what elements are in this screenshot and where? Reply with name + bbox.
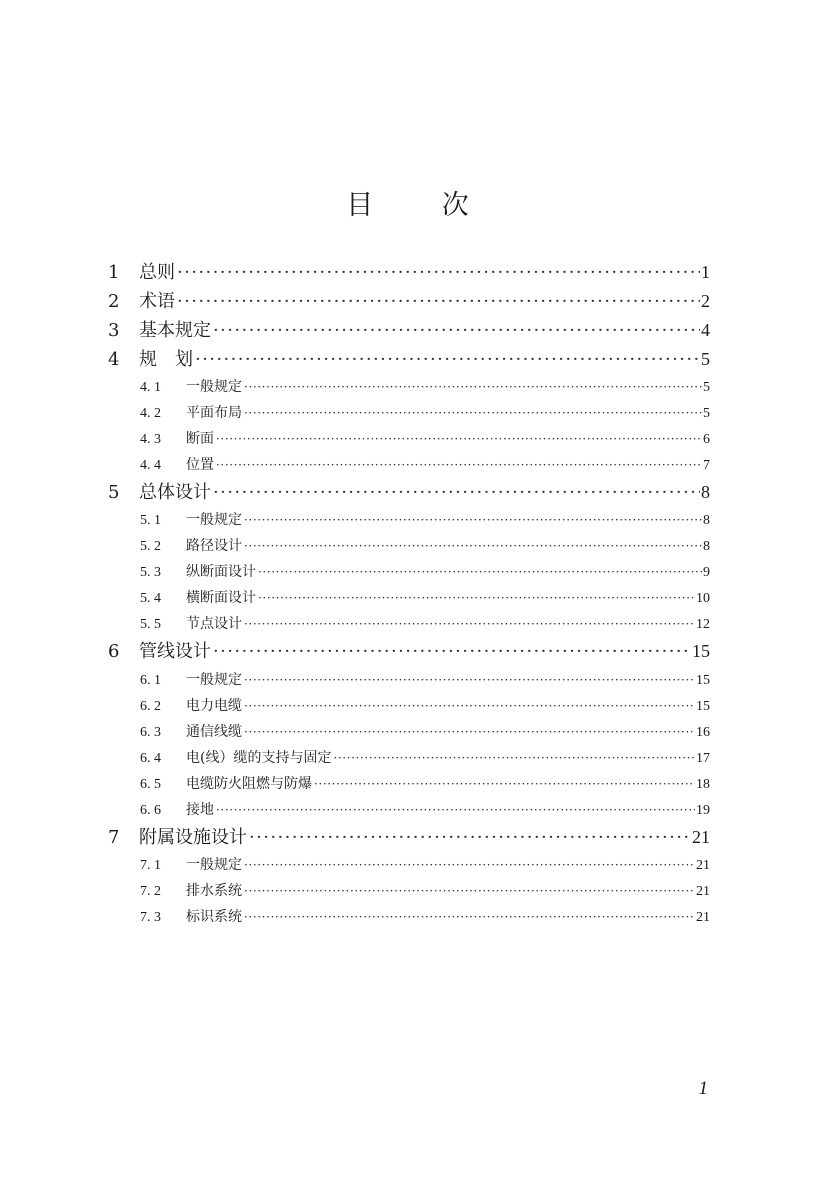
toc-entry-label: 基本规定 [139,320,211,342]
toc-entry-label: 电缆防火阻燃与防爆 [186,775,312,792]
toc-entry-page: 21 [696,909,710,925]
toc-dot-leader [244,667,695,693]
toc-dot-leader [244,719,695,745]
toc-entry-number: 6. 5 [140,776,161,792]
toc-entry-number: 7. 2 [140,883,161,899]
toc-entry-label: 标识系统 [186,908,242,925]
toc-dot-leader [244,533,702,559]
toc-entry-page: 18 [696,776,710,792]
page-number: 1 [698,1078,708,1099]
toc-entry-page: 12 [696,617,710,633]
toc-entry-section[interactable] [108,559,710,585]
toc-entry-chapter[interactable] [108,637,710,666]
toc-entry-chapter[interactable] [108,478,710,507]
toc-entry-label: 节点设计 [186,616,242,633]
table-of-contents [108,258,710,930]
toc-entry-number: 5. 2 [140,539,161,555]
toc-entry-section[interactable] [108,745,710,771]
toc-entry-number: 4 [108,349,120,371]
toc-entry-page: 5 [703,380,710,396]
toc-entry-page: 2 [701,291,710,312]
toc-entry-page: 21 [696,857,710,873]
toc-entry-number: 6. 6 [140,802,161,818]
toc-entry-chapter[interactable] [108,258,710,287]
toc-entry-label: 横断面设计 [186,590,256,607]
toc-entry-page: 9 [703,565,710,581]
toc-dot-leader [244,852,695,878]
toc-entry-number: 5. 3 [140,565,161,581]
toc-dot-leader [244,693,695,719]
toc-entry-label: 一般规定 [186,512,242,529]
toc-dot-leader [216,797,695,823]
toc-entry-page: 15 [696,672,710,688]
toc-entry-number: 6 [108,641,120,663]
toc-entry-number: 4. 4 [140,458,161,474]
toc-dot-leader [216,452,702,478]
toc-entry-label: 排水系统 [186,882,242,899]
toc-entry-page: 5 [701,349,710,370]
toc-dot-leader [249,823,691,852]
toc-dot-leader [177,258,700,287]
toc-entry-section[interactable] [108,878,710,904]
toc-entry-page: 21 [692,826,710,847]
toc-entry-number: 7 [108,826,120,848]
toc-dot-leader [195,345,700,374]
toc-entry-page: 7 [703,458,710,474]
toc-entry-number: 3 [108,320,120,342]
toc-entry-page: 8 [701,482,710,503]
toc-entry-label: 一般规定 [186,856,242,873]
toc-entry-number: 6. 3 [140,724,161,740]
toc-entry-chapter[interactable] [108,287,710,316]
toc-entry-page: 8 [703,539,710,555]
toc-dot-leader [213,637,691,666]
toc-entry-number: 5 [108,482,120,504]
toc-entry-label: 一般规定 [186,379,242,396]
toc-entry-number: 7. 1 [140,857,161,873]
toc-entry-chapter[interactable] [108,823,710,852]
toc-entry-number: 5. 1 [140,513,161,529]
toc-entry-label: 平面布局 [186,405,242,422]
toc-entry-number: 5. 5 [140,617,161,633]
toc-entry-section[interactable] [108,797,710,823]
toc-entry-label: 管线设计 [139,641,211,663]
toc-entry-section[interactable] [108,611,710,637]
toc-entry-label: 一般规定 [186,671,242,688]
toc-entry-section[interactable] [108,374,710,400]
toc-entry-section[interactable] [108,426,710,452]
toc-dot-leader [258,559,702,585]
toc-dot-leader [333,745,695,771]
toc-entry-section[interactable] [108,533,710,559]
toc-entry-page: 4 [701,320,710,341]
toc-entry-section[interactable] [108,400,710,426]
toc-entry-label: 电力电缆 [186,697,242,714]
toc-dot-leader [244,611,695,637]
toc-entry-number: 4. 3 [140,432,161,448]
toc-entry-page: 10 [696,591,710,607]
toc-entry-label: 纵断面设计 [186,564,256,581]
toc-dot-leader [244,507,702,533]
toc-entry-page: 21 [696,883,710,899]
toc-entry-page: 1 [701,262,710,282]
toc-entry-number: 5. 4 [140,591,161,607]
toc-entry-number: 6. 4 [140,750,161,766]
toc-entry-chapter[interactable] [108,345,710,374]
toc-dot-leader [216,426,702,452]
toc-entry-page: 15 [692,641,710,662]
toc-entry-page: 6 [703,432,710,448]
toc-entry-page: 17 [696,750,710,766]
toc-entry-section[interactable] [108,771,710,797]
toc-dot-leader [244,878,695,904]
toc-entry-label: 术语 [139,291,175,313]
toc-entry-number: 7. 3 [140,909,161,925]
toc-entry-number: 4. 2 [140,406,161,422]
toc-entry-label: 总体设计 [139,482,211,504]
toc-entry-label: 接地 [186,801,214,818]
toc-entry-page: 8 [703,513,710,529]
toc-entry-number: 2 [108,291,120,313]
toc-dot-leader [244,904,695,930]
toc-entry-section[interactable] [108,452,710,478]
toc-entry-section[interactable] [108,585,710,611]
toc-dot-leader [213,478,700,507]
toc-entry-label: 断面 [186,431,214,448]
toc-entry-label: 位置 [186,457,214,474]
toc-dot-leader [213,316,700,345]
toc-entry-label: 附属设施设计 [139,826,247,848]
toc-entry-label: 通信线缆 [186,723,242,740]
toc-entry-label: 总则 [139,262,175,283]
toc-dot-leader [258,585,695,611]
toc-entry-chapter[interactable] [108,316,710,345]
toc-entry-section[interactable] [108,507,710,533]
toc-entry-section[interactable] [108,667,710,693]
toc-dot-leader [177,287,700,316]
page-title: 目 次 [346,190,499,221]
toc-entry-page: 19 [696,802,710,818]
toc-dot-leader [244,374,702,400]
toc-entry-label: 电(线）缆的支持与固定 [186,749,332,766]
toc-dot-leader [244,400,702,426]
toc-entry-section[interactable] [108,693,710,719]
toc-entry-label: 路径设计 [186,538,242,555]
toc-entry-page: 5 [703,406,710,422]
toc-entry-number: 1 [108,262,120,283]
toc-entry-label: 规 划 [139,349,193,371]
toc-entry-section[interactable] [108,904,710,930]
toc-entry-number: 6. 1 [140,672,161,688]
toc-entry-page: 16 [696,724,710,740]
toc-entry-number: 6. 2 [140,698,161,714]
toc-dot-leader [314,771,695,797]
toc-entry-section[interactable] [108,852,710,878]
toc-entry-number: 4. 1 [140,380,161,396]
toc-entry-page: 15 [696,698,710,714]
toc-entry-section[interactable] [108,719,710,745]
